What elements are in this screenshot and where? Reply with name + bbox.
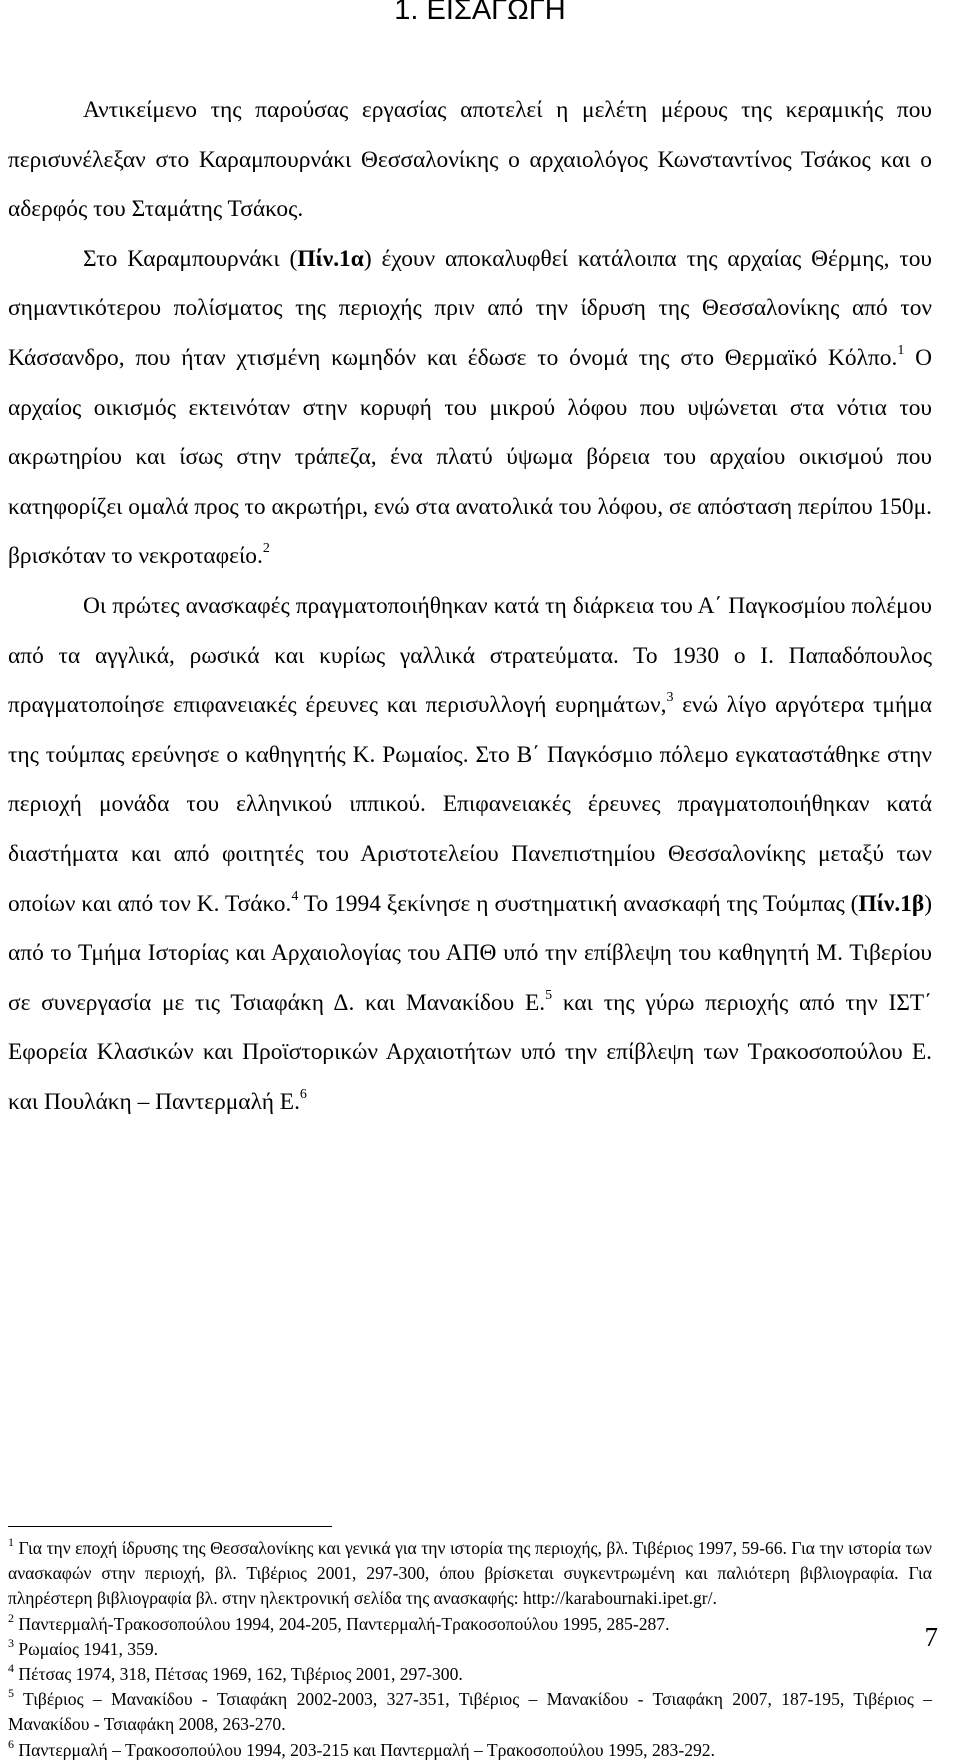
footnote bbox=[8, 1687, 932, 1737]
chapter-title: 1. ΕΙΣΑΓΩΓΗ bbox=[394, 0, 566, 26]
footnote-marker: 6 bbox=[299, 1086, 307, 1102]
footnote-text: Παντερμαλή-Τρακοσοπούλου 1994, 204-205, Παντερμαλή-Τρακοσοπούλου 1995, 285-287. bbox=[14, 1613, 670, 1634]
text-span: Το 1994 ξεκίνησε η συστηματική ανασκαφή της Τούμπας ( bbox=[298, 890, 859, 917]
footnote bbox=[8, 1738, 932, 1763]
text-span: ενώ λίγο αργότερα τμήμα της τούμπας ερεύνησε ο καθηγητής Κ. Ρωμαίος. Στο Β΄ Παγκόσμιο πόλεμο εγκαταστάθηκε στην περιοχή μονάδα του ελληνικού ιππικού. Επιφανειακές έρευνες πραγματοποιήθηκαν κατά διαστήματα και από φοιτητές του Αριστοτελείου Πανεπιστημίου Θεσσαλονίκης μεταξύ των οποίων και από τον Κ. Τσάκο. bbox=[8, 692, 932, 917]
footnote-marker: 1 bbox=[897, 342, 905, 358]
footnote bbox=[8, 1662, 932, 1687]
footnote-number: 3 bbox=[8, 1635, 14, 1650]
text-span: Οι πρώτες ανασκαφές πραγματοποιήθηκαν κατά τη διάρκεια του Α΄ Παγκοσμίου πολέμου από τα αγγλικά, ρωσικά και κυρίως γαλλικά στρατεύματα. Το 1930 ο Ι. Παπαδόπουλος πραγματοποίησε επιφανειακές έρευνες και περισυλλογή ευρημάτων, bbox=[8, 592, 932, 719]
footnote-number: 4 bbox=[8, 1661, 14, 1676]
footnote-marker: 2 bbox=[262, 541, 270, 557]
text-span: και της γύρω περιοχής από την ΙΣΤ΄ Εφορεία Κλασικών και Προϊστορικών Αρχαιοτήτων υπό την επίβλεψη των Τρακοσοπούλου Ε. και Πουλάκη – Παντερμαλή Ε. bbox=[8, 989, 932, 1115]
footnote-number: 6 bbox=[8, 1736, 14, 1751]
page-number: 7 bbox=[924, 1622, 938, 1652]
footnote-marker: 5 bbox=[545, 987, 553, 1003]
footnote-text: Παντερμαλή – Τρακοσοπούλου 1994, 203-215 και Παντερμαλή – Τρακοσοπούλου 1995, 283-292. bbox=[14, 1739, 716, 1760]
footnotes bbox=[8, 1536, 932, 1763]
paragraph-3 bbox=[8, 582, 932, 1128]
plate-reference: Πίν.1β bbox=[858, 890, 925, 917]
main-text bbox=[8, 86, 932, 1127]
footnote bbox=[8, 1536, 932, 1612]
footnote-text: Τιβέριος – Μανακίδου - Τσιαφάκη 2002-2003, 327-351, Τιβέριος – Μανακίδου - Τσιαφάκη 2007, 187-195, Τιβέριος – Μανακίδου - Τσιαφάκη 2008, 263-270. bbox=[8, 1689, 932, 1735]
footnote-separator bbox=[8, 1526, 332, 1527]
footnote bbox=[8, 1612, 932, 1637]
paragraph-1: Αντικείμενο της παρούσας εργασίας αποτελεί η μελέτη μέρους της κεραμικής που περισυνέλεξαν στο Καραμπουρνάκι Θεσσαλονίκης ο αρχαιολόγος Κωνσταντίνος Τσάκος και ο αδερφός του Σταμάτης Τσάκος. bbox=[8, 97, 932, 223]
footnote-number: 2 bbox=[8, 1610, 14, 1625]
footnote-text: Ρωμαίος 1941, 359. bbox=[14, 1638, 159, 1659]
footnote-text: Πέτσας 1974, 318, Πέτσας 1969, 162, Τιβέριος 2001, 297-300. bbox=[14, 1664, 463, 1685]
text-span: ) από το Τμήμα Ιστορίας και Αρχαιολογίας του ΑΠΘ υπό την επίβλεψη του καθηγητή Μ. Τιβερίου σε συνεργασία με τις Τσιαφάκη Δ. και Μανακίδου Ε. bbox=[8, 890, 932, 1016]
footnote-number: 1 bbox=[8, 1535, 14, 1549]
footnote-marker: 3 bbox=[666, 690, 674, 706]
paragraph-2 bbox=[8, 235, 932, 582]
text-span: Στο Καραμπουρνάκι ( bbox=[83, 245, 298, 272]
footnote bbox=[8, 1637, 932, 1662]
footnote-marker: 4 bbox=[291, 888, 299, 904]
footnote-text: Για την εποχή ίδρυσης της Θεσσαλονίκης και γενικά για την ιστορία της περιοχής, βλ. Τιβέριος 1997, 59-66. Για την ιστορία των ανασκαφών στην περιοχή, βλ. Τιβέριος 2001, 297-300, όπου βρίσκεται συγκεντρωμένη και παλιότερη βιβλιογραφία. Για πληρέστερη βιβλιογραφία βλ. στην ηλεκτρονική σελίδα της ανασκαφής: http://karabournaki.ipet.gr/. bbox=[8, 1538, 932, 1609]
text-span: Ο αρχαίος οικισμός εκτεινόταν στην κορυφή του μικρού λόφου που υψώνεται στα νότια του ακρωτηρίου και ίσως στην τράπεζα, ένα πλατύ ύψωμα βόρεια του αρχαίου οικισμού που κατηφορίζει ομαλά προς το ακρωτήρι, ενώ στα ανατολικά του λόφου, σε απόσταση περίπου 150μ. βρισκόταν το νεκροταφείο. bbox=[8, 344, 932, 570]
text-span: ) έχουν αποκαλυφθεί κατάλοιπα της αρχαίας Θέρμης, του σημαντικότερου πολίσματος της περιοχής πριν από την ίδρυση της Θεσσαλονίκης από τον Κάσσανδρο, που ήταν χτισμένη κωμηδόν και έδωσε το όνομά της στο Θερμαϊκό Κόλπο. bbox=[8, 245, 933, 371]
footnote-number: 5 bbox=[8, 1686, 14, 1701]
plate-reference: Πίν.1α bbox=[297, 245, 364, 272]
